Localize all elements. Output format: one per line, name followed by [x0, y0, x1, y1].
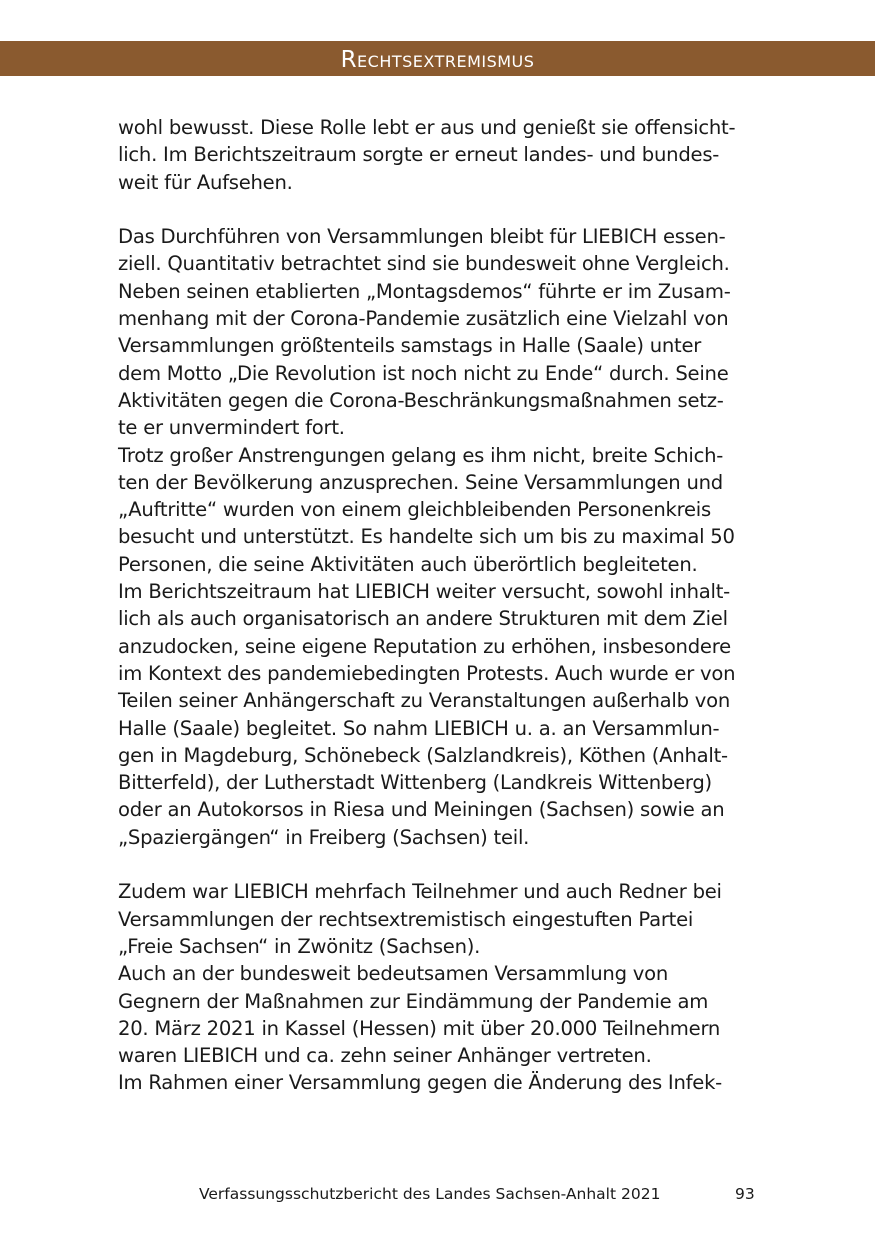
text-line: Das Durchführen von Versammlungen bleibt für LIEBICH essen-: [118, 225, 726, 249]
text-line: Im Rahmen einer Versammlung gegen die Änderung des Infek-: [118, 1071, 722, 1095]
text-line: Personen, die seine Aktivitäten auch überörtlich begleiteten.: [118, 552, 698, 576]
text-line: „Auftritte“ wurden von einem gleichbleibenden Personenkreis: [118, 498, 711, 522]
text-line: ziell. Quantitativ betrachtet sind sie bundesweit ohne Vergleich.: [118, 252, 730, 276]
text-line: „Freie Sachsen“ in Zwönitz (Sachsen).: [118, 934, 481, 958]
text-line: Trotz großer Anstrengungen gelang es ihm nicht, breite Schich-: [118, 443, 724, 467]
paragraph: [118, 223, 758, 441]
text-line: ten der Bevölkerung anzusprechen. Seine Versammlungen und: [118, 470, 723, 494]
paragraph: [118, 442, 758, 578]
text-line: wohl bewusst. Diese Rolle lebt er aus und genießt sie offensicht-: [118, 116, 736, 139]
text-line: te er unvermindert fort.: [118, 416, 345, 440]
text-line: weit für Aufsehen.: [118, 170, 293, 194]
text-line: 20. März 2021 in Kassel (Hessen) mit über 20.000 Teilnehmern: [118, 1016, 721, 1040]
text-line: lich als auch organisatorisch an andere Strukturen mit dem Ziel: [118, 607, 728, 631]
footer-publication-title: Verfassungsschutzbericht des Landes Sachsen-Anhalt 2021: [199, 1185, 661, 1203]
text-line: Gegnern der Maßnahmen zur Eindämmung der Pandemie am: [118, 989, 709, 1013]
text-line: dem Motto „Die Revolution ist noch nicht zu Ende“ durch. Seine: [118, 361, 729, 385]
text-line: Neben seinen etablierten „Montagsdemos“ führte er im Zusam-: [118, 279, 731, 303]
text-line: Teilen seiner Anhängerschaft zu Veranstaltungen außerhalb von: [118, 689, 730, 713]
paragraph: [118, 114, 758, 196]
page-number: 93: [735, 1185, 755, 1203]
paragraph: [118, 878, 758, 960]
text-line: Im Berichtszeitraum hat LIEBICH weiter versucht, sowohl inhalt-: [118, 580, 730, 604]
text-line: gen in Magdeburg, Schönebeck (Salzlandkreis), Köthen (Anhalt-: [118, 743, 728, 767]
text-line: Versammlungen der rechtsextremistisch eingestuften Partei: [118, 907, 694, 931]
text-line: menhang mit der Corona-Pandemie zusätzlich eine Vielzahl von: [118, 307, 729, 331]
section-header-bar: [0, 41, 875, 76]
text-line: oder an Autokorsos in Riesa und Meiningen (Sachsen) sowie an: [118, 798, 725, 822]
body-text: [118, 114, 758, 1097]
text-line: Bitterfeld), der Lutherstadt Wittenberg (Landkreis Wittenberg): [118, 771, 712, 795]
text-line: Versammlungen größtenteils samstags in Halle (Saale) unter: [118, 334, 702, 358]
text-line: lich. Im Berichtszeitraum sorgte er erneut landes- und bundes-: [118, 143, 720, 167]
text-line: waren LIEBICH und ca. zehn seiner Anhänger vertreten.: [118, 1044, 652, 1068]
text-line: im Kontext des pandemiebedingten Protests. Auch wurde er von: [118, 661, 736, 685]
page-footer: [0, 1183, 875, 1205]
text-line: anzudocken, seine eigene Reputation zu erhöhen, insbesondere: [118, 634, 731, 658]
paragraph: [118, 578, 758, 851]
text-line: Zudem war LIEBICH mehrfach Teilnehmer und auch Redner bei: [118, 880, 722, 904]
text-line: „Spaziergängen“ in Freiberg (Sachsen) teil.: [118, 825, 530, 849]
paragraph: [118, 1069, 758, 1096]
paragraph: [118, 960, 758, 1069]
text-line: besucht und unterstützt. Es handelte sich um bis zu maximal 50: [118, 525, 735, 549]
text-line: Halle (Saale) begleitet. So nahm LIEBICH u. a. an Versammlun-: [118, 716, 720, 740]
section-title: Rechtsextremismus: [340, 47, 535, 73]
text-line: Aktivitäten gegen die Corona-Beschränkungsmaßnahmen setz-: [118, 388, 724, 412]
text-line: Auch an der bundesweit bedeutsamen Versammlung von: [118, 962, 668, 986]
